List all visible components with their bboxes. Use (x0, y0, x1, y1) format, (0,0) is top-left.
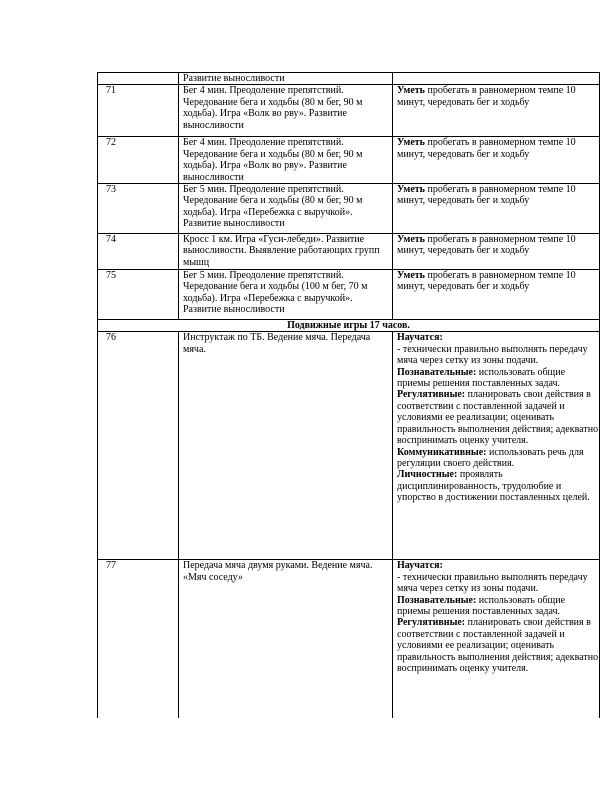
cognitive-block (397, 595, 599, 618)
lesson-result (393, 234, 600, 270)
learn-block (397, 332, 599, 343)
result-label: Уметь (397, 85, 425, 97)
table-row (98, 184, 600, 234)
lesson-plan-table-container (97, 72, 599, 718)
result-label: Уметь (397, 270, 425, 282)
lesson-result (393, 560, 600, 718)
communicative-label: Коммуникативные: (397, 446, 487, 458)
lesson-topic: Бег 5 мин. Преодоление препятствий. Чередование бега и ходьбы (100 м бег, 70 м ходьба). Игра «Перебежка с выручкой». Развитие выносливости (179, 270, 393, 320)
result-label: Уметь (397, 137, 425, 149)
result-label: Уметь (397, 234, 425, 246)
lesson-number: 77 (98, 560, 179, 718)
communicative-block (397, 447, 599, 470)
learn-label: Научатся: (397, 332, 443, 344)
table-row (98, 73, 600, 85)
table-row (98, 332, 600, 560)
result-text: пробегать в равномерном темпе 10 минут, чередовать бег и ходьбу (397, 85, 576, 108)
cognitive-text: использовать общие приемы решения поставленных задач. (397, 594, 566, 618)
lesson-result-cell (393, 73, 600, 85)
lesson-topic: Передача мяча двумя руками. Ведение мяча. «Мяч соседу» (179, 560, 393, 718)
lesson-topic-cell: Развитие выносливости (179, 73, 393, 85)
result-text: пробегать в равномерном темпе 10 минут, чередовать бег и ходьбу (397, 270, 576, 293)
section-title: Подвижные игры 17 часов. (98, 320, 600, 332)
result-label: Уметь (397, 184, 425, 196)
personal-text: проявлять дисциплинированность, трудолюбие и упорство в достижении поставленных целей. (397, 469, 590, 504)
regulative-label: Регулятивные: (397, 617, 466, 629)
cognitive-label: Познавательные: (397, 366, 477, 378)
learn-block (397, 560, 599, 571)
lesson-topic: Кросс 1 км. Игра «Гуси-лебеди». Развитие выносливости. Выявление работающих групп мышц (179, 234, 393, 270)
lesson-number: 73 (98, 184, 179, 234)
lesson-topic: Бег 4 мин. Преодоление препятствий. Чередование бега и ходьбы (80 м бег, 90 м ходьба). Игра «Волк во рву». Развитие выносливости (179, 85, 393, 137)
lesson-topic: Бег 4 мин. Преодоление препятствий. Чередование бега и ходьбы (80 м бег, 90 м ходьба). Игра «Волк во рву». Развитие выносливости (179, 137, 393, 184)
cognitive-text: использовать общие приемы решения поставленных задач. (397, 366, 566, 390)
lesson-topic: Бег 5 мин. Преодоление препятствий. Чередование бега и ходьбы (80 м бег, 90 м ходьба). Игра «Перебежка с выручкой». Развитие выносливости (179, 184, 393, 234)
lesson-number: 74 (98, 234, 179, 270)
lesson-result (393, 332, 600, 560)
lesson-result (393, 137, 600, 184)
table-row (98, 137, 600, 184)
table-row (98, 234, 600, 270)
learn-text: - технически правильно выполнять передачу мяча через сетку из зоны подачи. (397, 571, 588, 595)
lesson-number: 71 (98, 85, 179, 137)
result-text: пробегать в равномерном темпе 10 минут, чередовать бег и ходьбу (397, 137, 576, 160)
lesson-result (393, 85, 600, 137)
lesson-plan-table (97, 72, 600, 718)
result-text: пробегать в равномерном темпе 10 минут, чередовать бег и ходьбу (397, 184, 576, 207)
regulative-label: Регулятивные: (397, 389, 466, 401)
learn-label: Научатся: (397, 560, 443, 572)
lesson-number: 75 (98, 270, 179, 320)
regulative-block (397, 389, 599, 446)
regulative-text: планировать свои действия в соответствии с поставленной задачей и условиями ее реализации; оценивать правильность выполнения действия; адекватно воспринимать оценку учителя. (397, 389, 599, 447)
result-text: пробегать в равномерном темпе 10 минут, чередовать бег и ходьбу (397, 234, 576, 257)
personal-block (397, 469, 599, 503)
regulative-text: планировать свои действия в соответствии с поставленной задачей и условиями ее реализации; оценивать правильность выполнения действия; адекватно воспринимать оценку учителя. (397, 617, 599, 675)
lesson-number: 76 (98, 332, 179, 560)
lesson-result (393, 270, 600, 320)
learn-text: - технически правильно выполнять передачу мяча через сетку из зоны подачи. (397, 343, 588, 367)
lesson-result (393, 184, 600, 234)
cognitive-block (397, 367, 599, 390)
cognitive-label: Познавательные: (397, 594, 477, 606)
lesson-number: 72 (98, 137, 179, 184)
communicative-text: использовать речь для регуляции своего действия. (397, 446, 584, 469)
lesson-number-cell (98, 73, 179, 85)
section-row (98, 320, 600, 332)
table-row (98, 560, 600, 718)
table-row (98, 270, 600, 320)
personal-label: Личностные: (397, 469, 458, 481)
lesson-topic: Инструктаж по ТБ. Ведение мяча. Передача мяча. (179, 332, 393, 560)
regulative-block (397, 617, 599, 674)
table-row (98, 85, 600, 137)
